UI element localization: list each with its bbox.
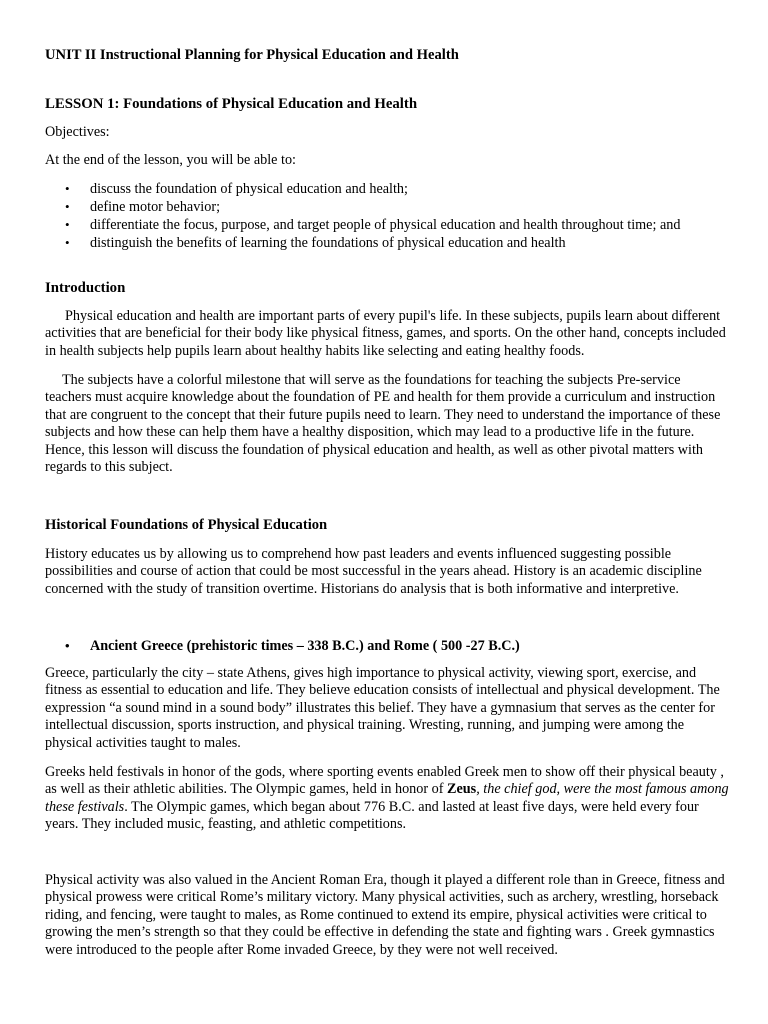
historical-heading: Historical Foundations of Physical Education: [45, 517, 328, 533]
greece-paragraph-2-start: Greeks held festivals in honor of the gods, where sporting events enabled Greek men to show off their physical beauty , as well as their athletic abilities. The Olympic games, held in honor of: [45, 764, 724, 798]
list-item: [45, 198, 730, 216]
bullet-icon: •: [65, 199, 70, 214]
greece-rome-heading-list: [45, 637, 730, 655]
greece-paragraph-2: [45, 764, 730, 834]
greece-paragraph-2-italic: , the chief god, were the most famous among these festivals: [45, 781, 729, 815]
objective-text: distinguish the benefits of learning the foundations of physical education and health: [90, 235, 566, 251]
historical-paragraph: History educates us by allowing us to comprehend how past leaders and events influenced suggesting possible possibilities and course of action that could be most successful in the years ahead. History is an academic discipline concerned with the study of transition overtime. Historians do analysis that is both informative and interpretive.: [45, 546, 702, 597]
zeus-text: Zeus: [447, 781, 477, 798]
lesson-title: LESSON 1: Foundations of Physical Education and Health: [45, 96, 418, 112]
introduction-paragraph-1: Physical education and health are important parts of every pupil's life. In these subjects, pupils learn about different activities that are beneficial for their body like physical fitness, games, and sports. On the other hand, concepts included in health subjects help pupils learn about healthy habits like selecting and eating healthy foods.: [45, 308, 726, 359]
objectives-label: Objectives:: [45, 124, 110, 140]
objectives-list: [45, 180, 730, 252]
introduction-heading: Introduction: [45, 280, 126, 296]
list-item: [45, 234, 730, 252]
list-item: [45, 637, 730, 655]
rome-paragraph: Physical activity was also valued in the Ancient Roman Era, though it played a different role than in Greece, fitness and physical prowess were critical Rome’s military victory. Many physical activities, such as archery, wrestling, horseback riding, and fencing, were taught to males, as Rome continued to extend its empire, physical activities were critical to growing the men’s strength so that they could be effective in defending the state and fighting wars . Greek gymnastics were introduced to the people after Rome invaded Greece, by they were not well received.: [45, 872, 725, 958]
greece-rome-heading: Ancient Greece (prehistoric times – 338 B.C.) and Rome ( 500 -27 B.C.): [90, 638, 520, 654]
objectives-intro: At the end of the lesson, you will be able to:: [45, 152, 296, 168]
greece-paragraph-2-end: . The Olympic games, which began about 776 B.C. and lasted at least five days, were held every four years. They included music, feasting, and athletic competitions.: [45, 798, 699, 833]
objective-text: discuss the foundation of physical education and health;: [90, 181, 408, 197]
bullet-icon: •: [65, 217, 70, 232]
greece-paragraph-1: Greece, particularly the city – state Athens, gives high importance to physical activity, viewing sport, exercise, and fitness as essential to education and life. They believe education consists of intellectual and physical development. The expression “a sound mind in a sound body” illustrates this belief. They have a gymnasium that serves as the center for intellectual discussion, sports instruction, and physical training. Wresting, running, and jumping were among the physical activities taught to males.: [45, 665, 720, 751]
introduction-paragraph-2: The subjects have a colorful milestone that will serve as the foundations for teaching the subjects Pre-service teachers must acquire knowledge about the foundation of PE and health for them provide a curriculum and instruction that are congruent to the concept that their future pupils need to learn. They need to understand the importance of these subjects and how these can help them have a healthy disposition, which may lead to a productive life in the future. Hence, this lesson will discuss the foundation of physical education and health, as well as other pivotal matters with regards to this subject.: [45, 372, 721, 476]
list-item: [45, 216, 730, 234]
bullet-icon: •: [65, 181, 70, 196]
bullet-icon: •: [65, 638, 70, 653]
unit-title: UNIT II Instructional Planning for Physical Education and Health: [45, 47, 459, 63]
objective-text: define motor behavior;: [90, 199, 221, 215]
bullet-icon: •: [65, 235, 70, 250]
list-item: [45, 180, 730, 198]
objective-text: differentiate the focus, purpose, and target people of physical education and health throughout time; and: [90, 217, 681, 233]
